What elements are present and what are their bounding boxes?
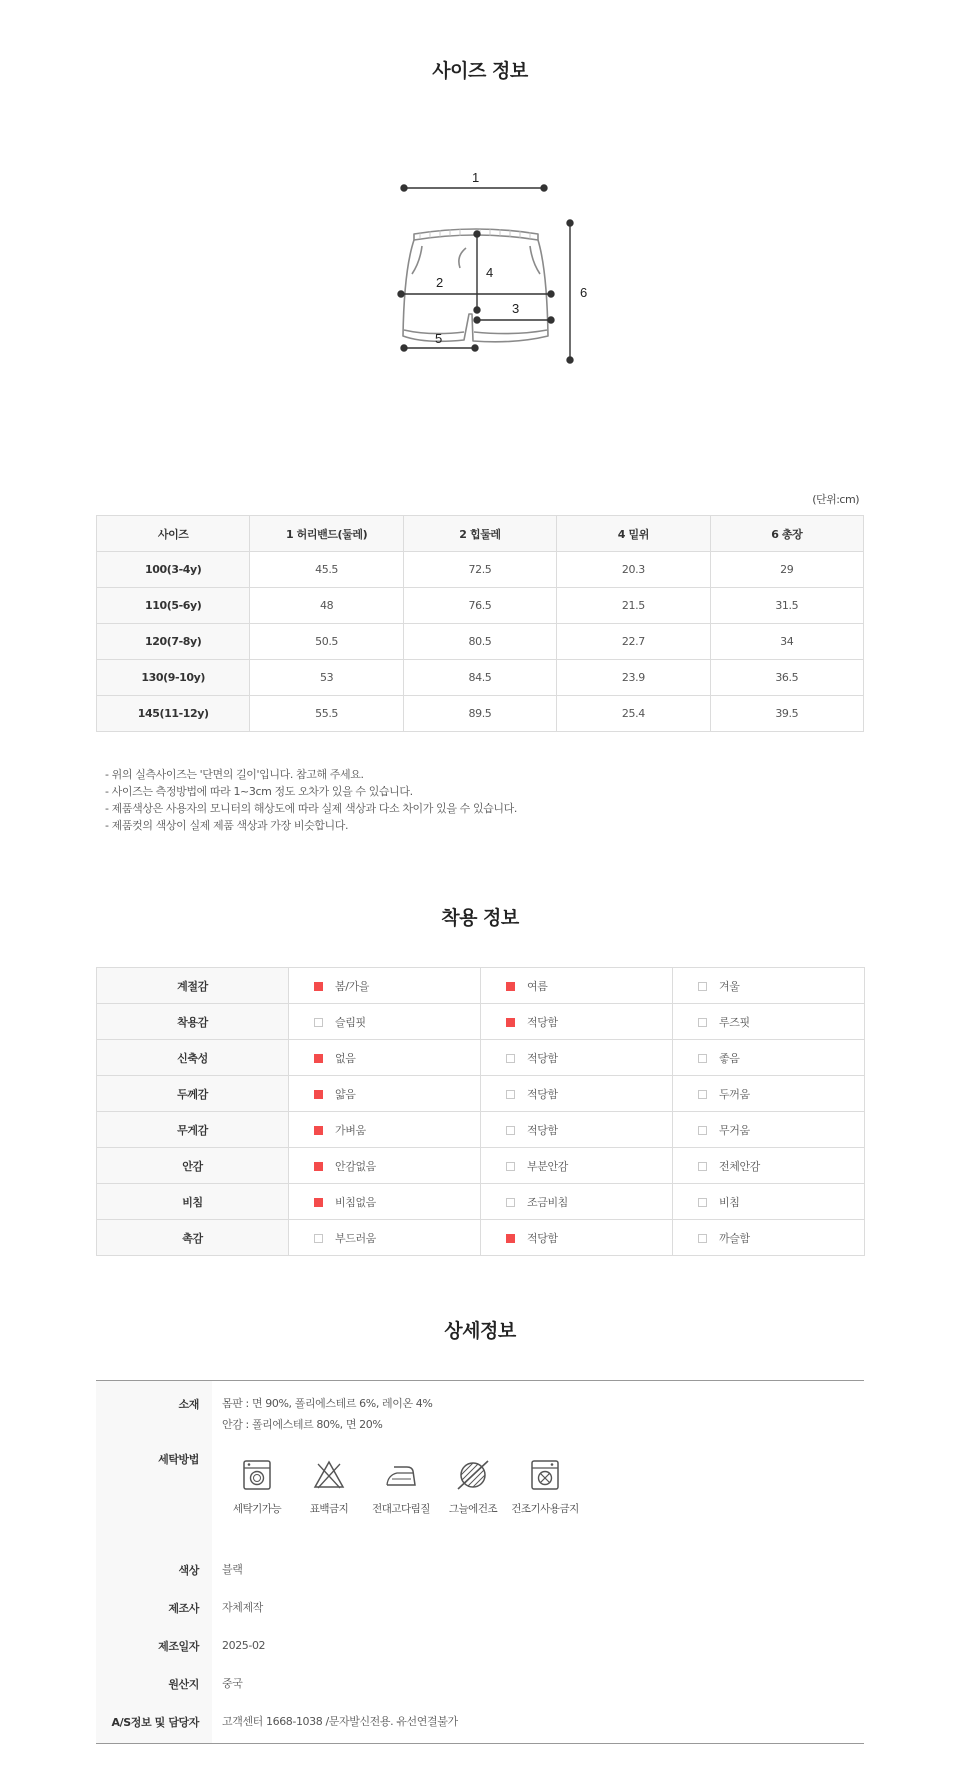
unchecked-checkbox-icon: [698, 1018, 707, 1027]
table-row: [97, 588, 864, 624]
diagram-label-6: 6: [580, 285, 588, 300]
wear-option-label: 슬림핏: [335, 1015, 366, 1029]
unit-label: (단위:cm): [812, 493, 859, 506]
wear-option: [481, 1148, 673, 1184]
wear-option: [673, 1184, 865, 1220]
diagram-label-1: 1: [472, 170, 480, 185]
wear-option: [289, 1040, 481, 1076]
note-line: - 사이즈는 측정방법에 따라 1~3cm 정도 오차가 있을 수 있습니다.: [105, 785, 413, 798]
wear-info-title: 착용 정보: [441, 907, 519, 929]
size-cell: 25.4: [557, 696, 710, 732]
detail-info-title: 상세정보: [444, 1320, 516, 1342]
table-row: [97, 968, 865, 1004]
diagram-label-2: 2: [436, 275, 444, 290]
wash-item-label: 표백금지: [309, 1503, 349, 1515]
size-notes: [105, 766, 517, 834]
checked-checkbox-icon: [506, 982, 515, 991]
size-cell: 89.5: [403, 696, 556, 732]
wear-option: [289, 1004, 481, 1040]
table-row: [97, 624, 864, 660]
table-row: [97, 552, 864, 588]
wash-item-label: 건조기사용금지: [511, 1503, 579, 1515]
unchecked-checkbox-icon: [506, 1054, 515, 1063]
color-value: 블랙: [222, 1563, 243, 1576]
size-cell: 80.5: [403, 624, 556, 660]
wear-option-label: 전체안감: [719, 1159, 760, 1173]
wear-row-label: 계절감: [97, 968, 289, 1004]
wear-row-label: 무게감: [97, 1112, 289, 1148]
size-col-header: 6 총장: [710, 516, 863, 552]
unchecked-checkbox-icon: [698, 982, 707, 991]
wear-option: [673, 968, 865, 1004]
table-row: [97, 660, 864, 696]
wash-item: [510, 1459, 580, 1516]
wear-table: [96, 967, 865, 1256]
wear-option-label: 두꺼움: [719, 1087, 750, 1101]
wear-row-label: 촉감: [97, 1220, 289, 1256]
unchecked-checkbox-icon: [698, 1090, 707, 1099]
unchecked-checkbox-icon: [506, 1126, 515, 1135]
wear-option-label: 여름: [527, 979, 548, 993]
checked-checkbox-icon: [506, 1234, 515, 1243]
origin-value: 중국: [222, 1677, 243, 1690]
size-table: [96, 515, 864, 732]
table-row: [97, 696, 864, 732]
wear-option: [673, 1076, 865, 1112]
wear-option: [289, 1076, 481, 1112]
as-value: 고객센터 1668-1038 /문자발신전용. 유선연결불가: [222, 1715, 458, 1728]
wear-option-label: 가벼움: [335, 1123, 366, 1137]
wear-row-label: 안감: [97, 1148, 289, 1184]
detail-table: [96, 1380, 864, 1744]
unchecked-checkbox-icon: [698, 1198, 707, 1207]
diagram-label-4: 4: [486, 265, 494, 280]
material-value: [222, 1393, 432, 1435]
size-cell: 22.7: [557, 624, 710, 660]
wash-item: [294, 1459, 364, 1516]
size-cell: 55.5: [250, 696, 403, 732]
material-label: 소재: [178, 1398, 199, 1411]
wear-option-label: 겨울: [719, 979, 740, 993]
unchecked-checkbox-icon: [698, 1234, 707, 1243]
wear-option-label: 루즈핏: [719, 1015, 750, 1029]
wear-option: [481, 968, 673, 1004]
wear-row-label: 비침: [97, 1184, 289, 1220]
wear-option: [289, 1112, 481, 1148]
checked-checkbox-icon: [506, 1018, 515, 1027]
checked-checkbox-icon: [314, 1126, 323, 1135]
wear-row-label: 착용감: [97, 1004, 289, 1040]
wash-item-label: 그늘에건조: [448, 1503, 498, 1515]
wear-option: [673, 1040, 865, 1076]
wear-option-label: 무거움: [719, 1123, 750, 1137]
size-cell: 72.5: [403, 552, 556, 588]
wear-option-label: 없음: [335, 1051, 356, 1065]
size-cell: 130(9-10y): [97, 660, 250, 696]
origin-label: 원산지: [168, 1678, 199, 1691]
size-cell: 21.5: [557, 588, 710, 624]
unchecked-checkbox-icon: [506, 1162, 515, 1171]
size-cell: 110(5-6y): [97, 588, 250, 624]
wear-option-label: 비침없음: [335, 1195, 376, 1209]
note-line: - 위의 실측사이즈는 '단면의 길이'입니다. 참고해 주세요.: [105, 768, 364, 781]
wear-option-label: 부드러움: [335, 1231, 376, 1245]
wear-option-label: 적당함: [527, 1087, 558, 1101]
wash-item: [366, 1459, 436, 1516]
unchecked-checkbox-icon: [506, 1198, 515, 1207]
wear-option-label: 봄/가을: [335, 979, 369, 993]
table-row: [97, 1148, 865, 1184]
table-row: [97, 1076, 865, 1112]
wear-option-label: 적당함: [527, 1051, 558, 1065]
wear-option-label: 적당함: [527, 1015, 558, 1029]
size-cell: 29: [710, 552, 863, 588]
shorts-diagram: [380, 160, 590, 380]
wear-option-label: 좋음: [719, 1051, 740, 1065]
wash-item: [438, 1459, 508, 1516]
unchecked-checkbox-icon: [698, 1126, 707, 1135]
iron-icon: [383, 1459, 419, 1491]
wear-option: [673, 1148, 865, 1184]
wear-row-label: 두께감: [97, 1076, 289, 1112]
wear-option-label: 안감없음: [335, 1159, 376, 1173]
wear-option: [289, 1220, 481, 1256]
date-label: 제조일자: [158, 1640, 199, 1653]
size-col-header: 4 밑위: [557, 516, 710, 552]
wear-option: [481, 1220, 673, 1256]
as-label: A/S정보 및 담당자: [111, 1716, 199, 1729]
wear-option-label: 적당함: [527, 1123, 558, 1137]
no-dryer-icon: [530, 1459, 560, 1491]
wear-option-label: 부분안감: [527, 1159, 568, 1173]
table-row: [97, 1220, 865, 1256]
size-cell: 120(7-8y): [97, 624, 250, 660]
wear-option: [673, 1112, 865, 1148]
size-cell: 23.9: [557, 660, 710, 696]
wear-option: [481, 1004, 673, 1040]
size-col-header: 사이즈: [97, 516, 250, 552]
no-bleach-icon: [312, 1459, 346, 1491]
wear-option: [289, 1184, 481, 1220]
wear-option-label: 얇음: [335, 1087, 356, 1101]
wash-item: [222, 1459, 292, 1516]
unchecked-checkbox-icon: [698, 1054, 707, 1063]
wear-option: [289, 1148, 481, 1184]
material-line: 안감 : 폴리에스테르 80%, 면 20%: [222, 1418, 383, 1431]
wear-option-label: 비침: [719, 1195, 740, 1209]
wear-option: [673, 1004, 865, 1040]
size-table-header: [97, 516, 864, 552]
diagram-label-3: 3: [512, 301, 520, 316]
size-cell: 53: [250, 660, 403, 696]
wear-option: [481, 1076, 673, 1112]
wear-row-label: 신축성: [97, 1040, 289, 1076]
size-col-header: 2 힙둘레: [403, 516, 556, 552]
size-cell: 48: [250, 588, 403, 624]
wear-option-label: 조금비침: [527, 1195, 568, 1209]
size-cell: 100(3-4y): [97, 552, 250, 588]
size-cell: 76.5: [403, 588, 556, 624]
wear-option: [673, 1220, 865, 1256]
wash-label: 세탁방법: [158, 1453, 199, 1466]
wear-option-label: 적당함: [527, 1231, 558, 1245]
size-cell: 31.5: [710, 588, 863, 624]
size-cell: 34: [710, 624, 863, 660]
wear-option-label: 까슬함: [719, 1231, 750, 1245]
date-value: 2025-02: [222, 1639, 266, 1652]
size-col-header: 1 허리밴드(둘레): [250, 516, 403, 552]
checked-checkbox-icon: [314, 1054, 323, 1063]
table-row: [97, 1184, 865, 1220]
size-cell: 39.5: [710, 696, 863, 732]
wear-option: [481, 1040, 673, 1076]
checked-checkbox-icon: [314, 982, 323, 991]
wash-item-label: 세탁기가능: [232, 1503, 282, 1515]
table-row: [97, 1112, 865, 1148]
checked-checkbox-icon: [314, 1198, 323, 1207]
table-row: [97, 1040, 865, 1076]
wear-option: [481, 1184, 673, 1220]
unchecked-checkbox-icon: [698, 1162, 707, 1171]
unchecked-checkbox-icon: [314, 1234, 323, 1243]
note-line: - 제품컷의 색상이 실제 제품 색상과 가장 비슷합니다.: [105, 819, 349, 832]
unchecked-checkbox-icon: [506, 1090, 515, 1099]
size-cell: 45.5: [250, 552, 403, 588]
shade-dry-icon: [456, 1459, 490, 1491]
color-label: 색상: [178, 1564, 199, 1577]
wash-item-label: 전대고다림질: [372, 1503, 430, 1515]
checked-checkbox-icon: [314, 1162, 323, 1171]
size-cell: 20.3: [557, 552, 710, 588]
note-line: - 제품색상은 사용자의 모니터의 해상도에 따라 실제 색상과 다소 차이가 있을 수 있습니다.: [105, 802, 517, 815]
size-cell: 84.5: [403, 660, 556, 696]
maker-label: 제조사: [168, 1602, 199, 1615]
washing-machine-icon: [242, 1459, 272, 1491]
unchecked-checkbox-icon: [314, 1018, 323, 1027]
checked-checkbox-icon: [314, 1090, 323, 1099]
size-cell: 50.5: [250, 624, 403, 660]
wear-option: [289, 968, 481, 1004]
table-row: [97, 1004, 865, 1040]
diagram-label-5: 5: [435, 331, 443, 346]
size-info-title: 사이즈 정보: [432, 60, 528, 82]
size-cell: 36.5: [710, 660, 863, 696]
wear-option: [481, 1112, 673, 1148]
maker-value: 자체제작: [222, 1601, 263, 1614]
size-cell: 145(11-12y): [97, 696, 250, 732]
material-line: 몸판 : 면 90%, 폴리에스테르 6%, 레이온 4%: [222, 1397, 433, 1410]
